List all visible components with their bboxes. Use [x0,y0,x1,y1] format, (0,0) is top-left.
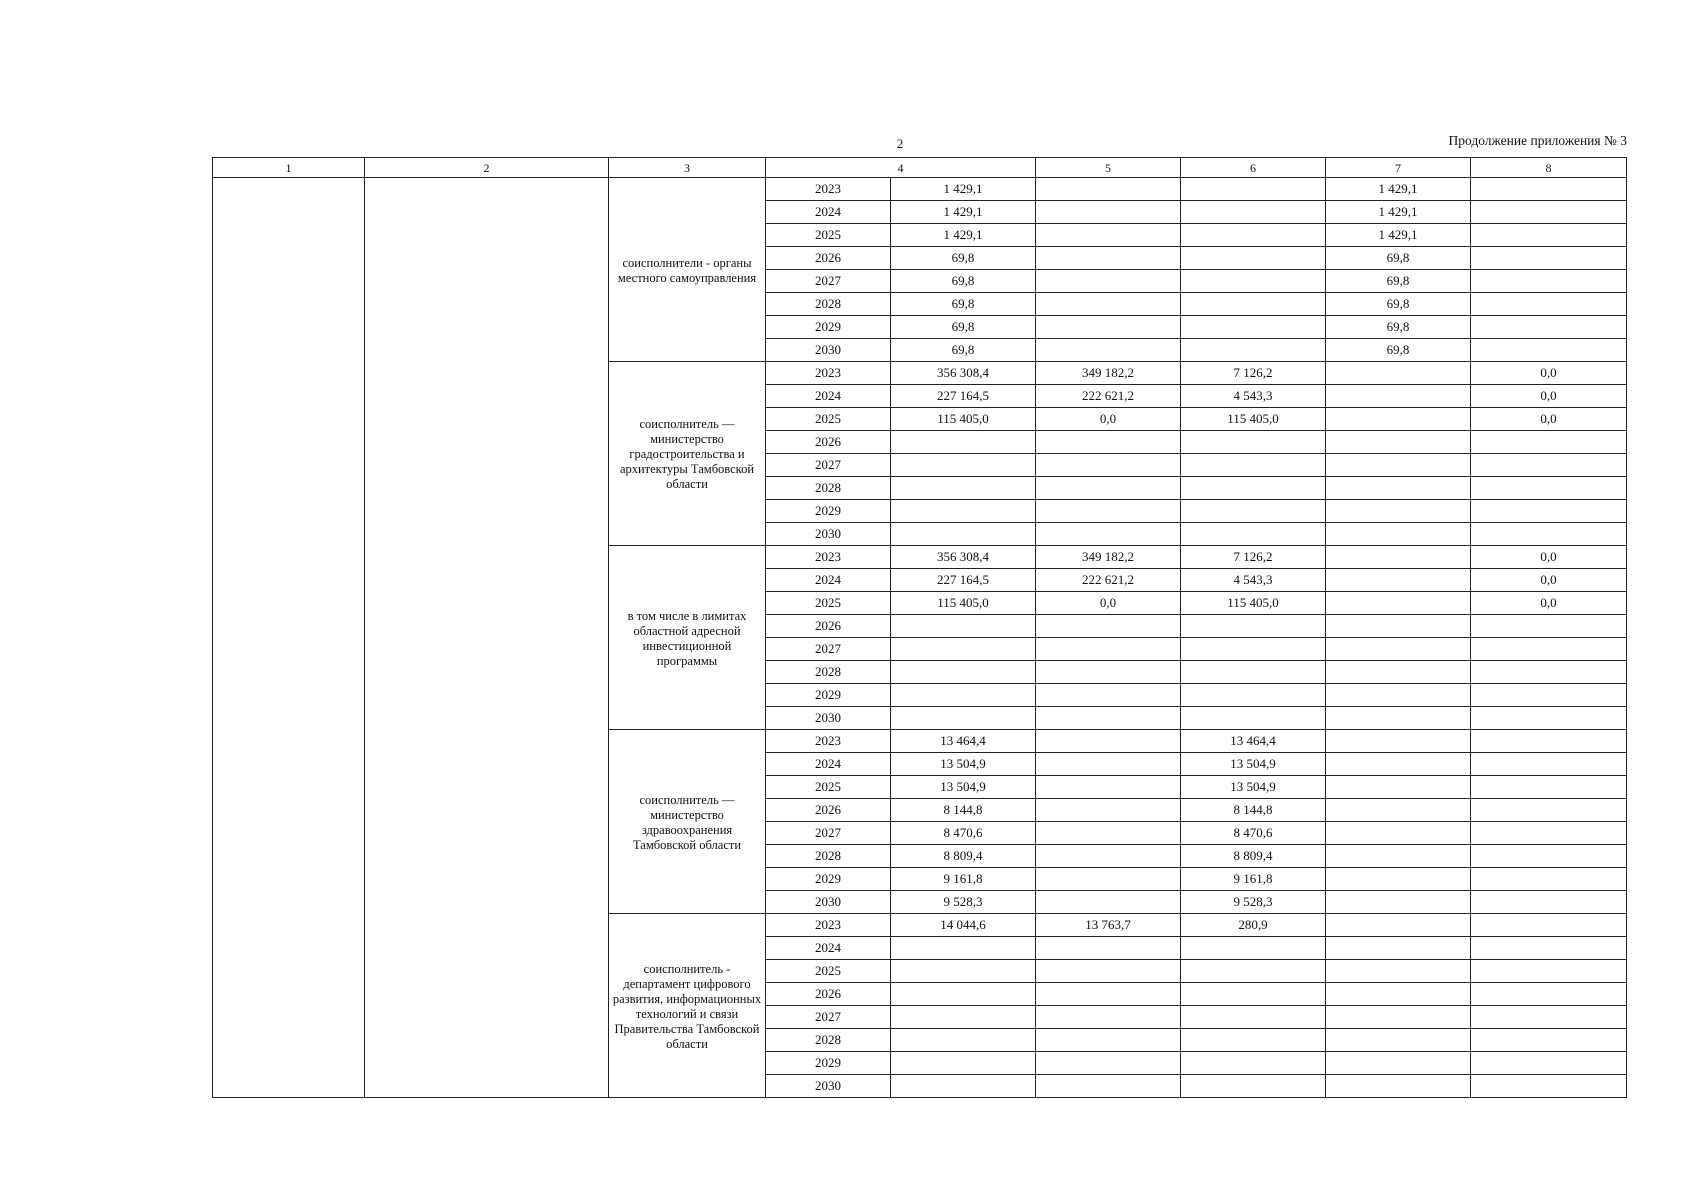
amount-cell-c6: 13 504,9 [1181,753,1326,776]
amount-cell-c6 [1181,270,1326,293]
year-cell: 2028 [766,661,891,684]
amount-cell-c8 [1471,500,1627,523]
amount-cell-c7 [1326,983,1471,1006]
amount-cell-c8 [1471,661,1627,684]
amount-cell-c4: 69,8 [891,316,1036,339]
amount-cell-c6: 115 405,0 [1181,408,1326,431]
year-cell: 2028 [766,477,891,500]
amount-cell-c4: 69,8 [891,270,1036,293]
year-cell: 2024 [766,385,891,408]
amount-cell-c7 [1326,592,1471,615]
year-cell: 2023 [766,362,891,385]
year-cell: 2026 [766,983,891,1006]
amount-cell-c4 [891,523,1036,546]
amount-cell-c8 [1471,523,1627,546]
column-number-6: 6 [1181,158,1326,178]
year-cell: 2029 [766,500,891,523]
amount-cell-c4 [891,661,1036,684]
amount-cell-c6 [1181,707,1326,730]
amount-cell-c5 [1036,1006,1181,1029]
amount-cell-c4: 8 470,6 [891,822,1036,845]
amount-cell-c8 [1471,914,1627,937]
amount-cell-c8: 0,0 [1471,385,1627,408]
year-cell: 2024 [766,569,891,592]
amount-cell-c6 [1181,178,1326,201]
amount-cell-c5: 222 621,2 [1036,385,1181,408]
amount-cell-c8 [1471,868,1627,891]
amount-cell-c7: 1 429,1 [1326,201,1471,224]
year-cell: 2026 [766,431,891,454]
amount-cell-c4: 9 528,3 [891,891,1036,914]
amount-cell-c8 [1471,776,1627,799]
amount-cell-c8 [1471,707,1627,730]
amount-cell-c4 [891,454,1036,477]
year-cell: 2024 [766,753,891,776]
amount-cell-c6: 8 144,8 [1181,799,1326,822]
amount-cell-c6 [1181,293,1326,316]
amount-cell-c6 [1181,615,1326,638]
year-cell: 2030 [766,523,891,546]
amount-cell-c6 [1181,684,1326,707]
amount-cell-c7 [1326,661,1471,684]
year-cell: 2024 [766,201,891,224]
amount-cell-c7 [1326,1029,1471,1052]
column-number-row [213,158,1627,178]
amount-cell-c7 [1326,730,1471,753]
table-row [213,178,1627,201]
executor-label: в том числе в лимитах областной адресной инвестиционной программы [609,546,766,730]
year-cell: 2030 [766,891,891,914]
amount-cell-c5 [1036,247,1181,270]
column-number-3: 3 [609,158,766,178]
amount-cell-c4 [891,707,1036,730]
amount-cell-c4 [891,1029,1036,1052]
amount-cell-c4 [891,983,1036,1006]
amount-cell-c4: 115 405,0 [891,408,1036,431]
amount-cell-c4 [891,615,1036,638]
amount-cell-c7 [1326,1075,1471,1098]
amount-cell-c7: 69,8 [1326,339,1471,362]
amount-cell-c4: 1 429,1 [891,178,1036,201]
column-number-7: 7 [1326,158,1471,178]
amount-cell-c7 [1326,408,1471,431]
amount-cell-c7 [1326,523,1471,546]
amount-cell-c4: 356 308,4 [891,362,1036,385]
amount-cell-c7: 69,8 [1326,316,1471,339]
year-cell: 2030 [766,339,891,362]
year-cell: 2027 [766,454,891,477]
amount-cell-c4: 13 464,4 [891,730,1036,753]
year-cell: 2027 [766,270,891,293]
amount-cell-c7 [1326,937,1471,960]
amount-cell-c6 [1181,1029,1326,1052]
amount-cell-c6: 7 126,2 [1181,362,1326,385]
amount-cell-c7 [1326,868,1471,891]
year-cell: 2029 [766,1052,891,1075]
executor-label: соисполнитель — министерство здравоохранения Тамбовской области [609,730,766,914]
amount-cell-c6 [1181,339,1326,362]
amount-cell-c5 [1036,316,1181,339]
amount-cell-c4: 13 504,9 [891,753,1036,776]
year-cell: 2027 [766,822,891,845]
page-number: 2 [896,136,904,151]
year-cell: 2028 [766,1029,891,1052]
amount-cell-c6 [1181,224,1326,247]
amount-cell-c5 [1036,477,1181,500]
amount-cell-c7: 69,8 [1326,270,1471,293]
year-cell: 2024 [766,937,891,960]
amount-cell-c7 [1326,845,1471,868]
amount-cell-c6: 4 543,3 [1181,569,1326,592]
amount-cell-c5 [1036,500,1181,523]
amount-cell-c5 [1036,753,1181,776]
amount-cell-c7 [1326,684,1471,707]
amount-cell-c8 [1471,960,1627,983]
amount-cell-c4: 14 044,6 [891,914,1036,937]
amount-cell-c6 [1181,316,1326,339]
year-cell: 2025 [766,408,891,431]
column-1-blank-cell [213,178,365,1098]
amount-cell-c7 [1326,960,1471,983]
amount-cell-c6 [1181,960,1326,983]
amount-cell-c8 [1471,270,1627,293]
amount-cell-c6: 4 543,3 [1181,385,1326,408]
amount-cell-c8 [1471,684,1627,707]
amount-cell-c5 [1036,523,1181,546]
amount-cell-c4: 356 308,4 [891,546,1036,569]
amount-cell-c5 [1036,339,1181,362]
amount-cell-c5 [1036,868,1181,891]
amount-cell-c6 [1181,247,1326,270]
amount-cell-c8 [1471,891,1627,914]
year-cell: 2026 [766,615,891,638]
amount-cell-c7 [1326,431,1471,454]
amount-cell-c8 [1471,316,1627,339]
amount-cell-c8 [1471,638,1627,661]
amount-cell-c6 [1181,638,1326,661]
amount-cell-c7 [1326,753,1471,776]
amount-cell-c4 [891,1006,1036,1029]
amount-cell-c6: 13 464,4 [1181,730,1326,753]
amount-cell-c5 [1036,224,1181,247]
amount-cell-c8 [1471,799,1627,822]
column-2-blank-cell [365,178,609,1098]
amount-cell-c6 [1181,500,1326,523]
amount-cell-c5 [1036,960,1181,983]
year-cell: 2029 [766,868,891,891]
amount-cell-c6 [1181,1006,1326,1029]
amount-cell-c4 [891,638,1036,661]
amount-cell-c5 [1036,454,1181,477]
column-number-8: 8 [1471,158,1627,178]
amount-cell-c7 [1326,362,1471,385]
amount-cell-c7 [1326,1006,1471,1029]
year-cell: 2025 [766,592,891,615]
amount-cell-c6 [1181,1075,1326,1098]
amount-cell-c5: 0,0 [1036,408,1181,431]
amount-cell-c6: 115 405,0 [1181,592,1326,615]
amount-cell-c6: 280,9 [1181,914,1326,937]
amount-cell-c7 [1326,477,1471,500]
amount-cell-c7 [1326,546,1471,569]
amount-cell-c7 [1326,776,1471,799]
amount-cell-c8 [1471,477,1627,500]
amount-cell-c4: 69,8 [891,247,1036,270]
amount-cell-c5 [1036,661,1181,684]
amount-cell-c5 [1036,822,1181,845]
amount-cell-c8 [1471,753,1627,776]
amount-cell-c4 [891,1052,1036,1075]
amount-cell-c4: 69,8 [891,339,1036,362]
amount-cell-c5 [1036,178,1181,201]
amount-cell-c5 [1036,776,1181,799]
amount-cell-c4: 9 161,8 [891,868,1036,891]
amount-cell-c6 [1181,661,1326,684]
column-number-5: 5 [1036,158,1181,178]
continuation-note: Продолжение приложения № 3 [1448,133,1627,148]
amount-cell-c4 [891,477,1036,500]
year-cell: 2023 [766,178,891,201]
amount-cell-c8: 0,0 [1471,569,1627,592]
amount-cell-c5: 0,0 [1036,592,1181,615]
amount-cell-c4: 8 809,4 [891,845,1036,868]
column-number-1: 1 [213,158,365,178]
amount-cell-c8 [1471,454,1627,477]
amount-cell-c6 [1181,201,1326,224]
amount-cell-c4: 227 164,5 [891,569,1036,592]
amount-cell-c7 [1326,454,1471,477]
amount-cell-c4: 1 429,1 [891,224,1036,247]
amount-cell-c8 [1471,201,1627,224]
amount-cell-c5 [1036,684,1181,707]
amount-cell-c6 [1181,431,1326,454]
amount-cell-c8 [1471,1052,1627,1075]
amount-cell-c5 [1036,730,1181,753]
amount-cell-c6 [1181,523,1326,546]
amount-cell-c8 [1471,293,1627,316]
amount-cell-c6 [1181,454,1326,477]
amount-cell-c5 [1036,845,1181,868]
amount-cell-c6: 8 809,4 [1181,845,1326,868]
amount-cell-c5 [1036,293,1181,316]
amount-cell-c5 [1036,799,1181,822]
amount-cell-c6: 7 126,2 [1181,546,1326,569]
amount-cell-c8 [1471,730,1627,753]
amount-cell-c5 [1036,615,1181,638]
amount-cell-c5 [1036,1052,1181,1075]
amount-cell-c7 [1326,638,1471,661]
amount-cell-c8: 0,0 [1471,546,1627,569]
amount-cell-c6: 9 161,8 [1181,868,1326,891]
amount-cell-c8 [1471,1075,1627,1098]
year-cell: 2026 [766,799,891,822]
amount-cell-c8 [1471,822,1627,845]
amount-cell-c4: 115 405,0 [891,592,1036,615]
column-number-2: 2 [365,158,609,178]
amount-cell-c4: 1 429,1 [891,201,1036,224]
amount-cell-c4 [891,1075,1036,1098]
amount-cell-c5 [1036,201,1181,224]
amount-cell-c5 [1036,707,1181,730]
amount-cell-c6 [1181,1052,1326,1075]
year-cell: 2028 [766,293,891,316]
amount-cell-c7 [1326,799,1471,822]
executor-label: соисполнители - органы местного самоуправления [609,178,766,362]
amount-cell-c8 [1471,339,1627,362]
year-cell: 2027 [766,1006,891,1029]
amount-cell-c8 [1471,845,1627,868]
amount-cell-c8 [1471,247,1627,270]
amount-cell-c4 [891,431,1036,454]
amount-cell-c8 [1471,178,1627,201]
amount-cell-c7: 69,8 [1326,293,1471,316]
amount-cell-c5 [1036,1029,1181,1052]
year-cell: 2030 [766,707,891,730]
amount-cell-c7 [1326,914,1471,937]
year-cell: 2023 [766,914,891,937]
amount-cell-c5: 13 763,7 [1036,914,1181,937]
amount-cell-c6 [1181,937,1326,960]
amount-cell-c7 [1326,1052,1471,1075]
executor-label: соисполнитель - департамент цифрового развития, информационных технологий и связи Правительства Тамбовской области [609,914,766,1098]
amount-cell-c5 [1036,431,1181,454]
amount-cell-c7 [1326,822,1471,845]
amount-cell-c5 [1036,638,1181,661]
amount-cell-c5: 349 182,2 [1036,546,1181,569]
year-cell: 2025 [766,960,891,983]
amount-cell-c5 [1036,937,1181,960]
amount-cell-c7: 1 429,1 [1326,178,1471,201]
year-cell: 2025 [766,776,891,799]
amount-cell-c8: 0,0 [1471,408,1627,431]
amount-cell-c7 [1326,707,1471,730]
amount-cell-c7 [1326,891,1471,914]
amount-cell-c4: 13 504,9 [891,776,1036,799]
amount-cell-c8 [1471,937,1627,960]
amount-cell-c8 [1471,224,1627,247]
amount-cell-c6: 13 504,9 [1181,776,1326,799]
year-cell: 2023 [766,546,891,569]
amount-cell-c8 [1471,1029,1627,1052]
amount-cell-c4 [891,500,1036,523]
year-cell: 2025 [766,224,891,247]
amount-cell-c6 [1181,477,1326,500]
amount-cell-c4: 8 144,8 [891,799,1036,822]
funding-table [212,157,1627,1098]
amount-cell-c5 [1036,983,1181,1006]
year-cell: 2023 [766,730,891,753]
year-cell: 2029 [766,316,891,339]
amount-cell-c4 [891,960,1036,983]
amount-cell-c7: 69,8 [1326,247,1471,270]
amount-cell-c5 [1036,891,1181,914]
amount-cell-c8 [1471,983,1627,1006]
amount-cell-c4: 69,8 [891,293,1036,316]
amount-cell-c5: 222 621,2 [1036,569,1181,592]
year-cell: 2026 [766,247,891,270]
amount-cell-c4 [891,684,1036,707]
column-number-4: 4 [766,158,1036,178]
amount-cell-c7 [1326,500,1471,523]
amount-cell-c7 [1326,569,1471,592]
year-cell: 2030 [766,1075,891,1098]
amount-cell-c6 [1181,983,1326,1006]
amount-cell-c4: 227 164,5 [891,385,1036,408]
year-cell: 2029 [766,684,891,707]
amount-cell-c8 [1471,615,1627,638]
amount-cell-c8: 0,0 [1471,592,1627,615]
amount-cell-c8: 0,0 [1471,362,1627,385]
amount-cell-c8 [1471,431,1627,454]
amount-cell-c7 [1326,615,1471,638]
amount-cell-c6: 8 470,6 [1181,822,1326,845]
amount-cell-c4 [891,937,1036,960]
amount-cell-c5: 349 182,2 [1036,362,1181,385]
year-cell: 2028 [766,845,891,868]
year-cell: 2027 [766,638,891,661]
amount-cell-c5 [1036,1075,1181,1098]
amount-cell-c7: 1 429,1 [1326,224,1471,247]
amount-cell-c5 [1036,270,1181,293]
amount-cell-c7 [1326,385,1471,408]
amount-cell-c8 [1471,1006,1627,1029]
executor-label: соисполнитель — министерство градостроительства и архитектуры Тамбовской области [609,362,766,546]
amount-cell-c6: 9 528,3 [1181,891,1326,914]
